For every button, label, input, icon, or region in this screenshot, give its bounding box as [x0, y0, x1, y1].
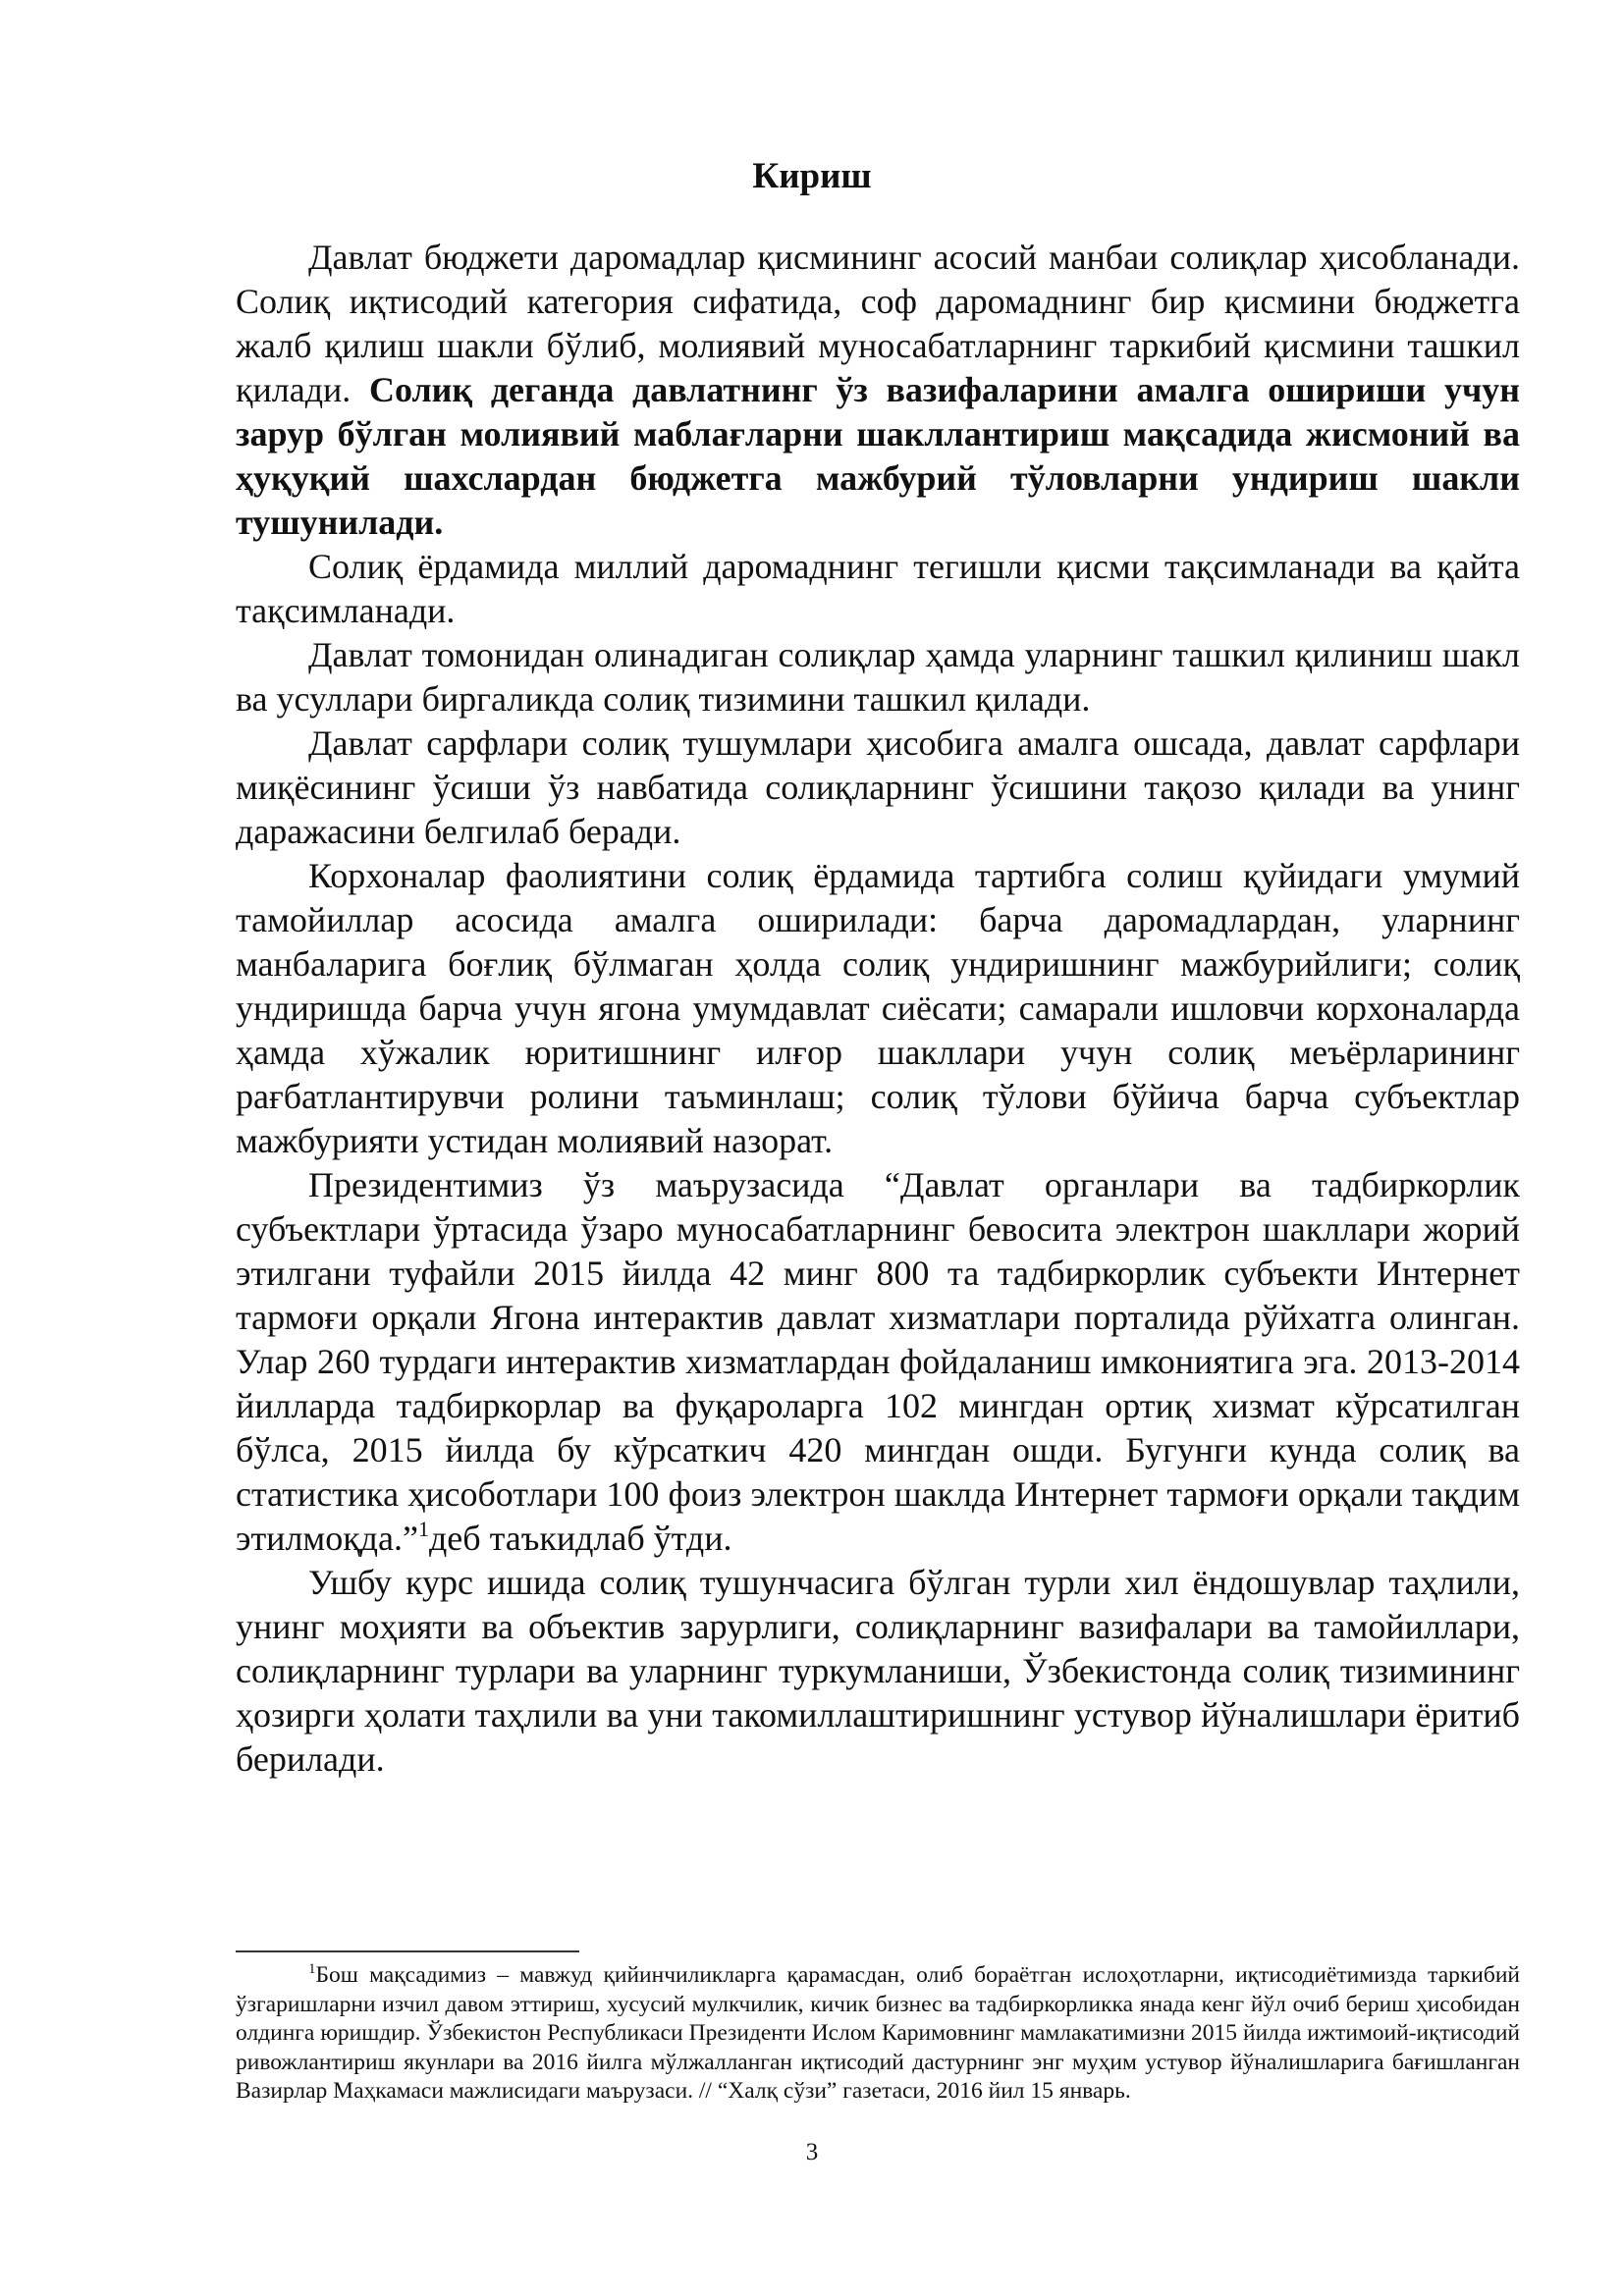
- footnote-text: Бош мақсадимиз – мавжуд қийинчиликларга қарамасдан, олиб бораётган ислоҳотларни, иқтисодиётимизда таркибий ўзгаришларни изчил давом эттириш, хусусий мулкчилик, кичик бизнес ва тадбиркорликка янада кенг йўл очиб бериш ҳисобидан олдинга юришдир. Ўзбекистон Республикаси Президенти Ислом Каримовнинг мамлакатимизни 2015 йилда ижтимоий-иқтисодий ривожлантириш якунлари ва 2016 йилга мўлжалланган иқтисодий дастурнинг энг муҳим устувор йўналишларига бағишланган Вазирлар Маҳкамаси мажлисидаги маърузаси. // “Халқ сўзи” газетаси, 2016 йил 15 январь.: [236, 1962, 1520, 2104]
- body-text: [236, 236, 1520, 1782]
- paragraph-3: Давлат томонидан олинадиган солиқлар ҳамда уларнинг ташкил қилиниш шакл ва усуллари биргаликда солиқ тизимини ташкил қилади.: [236, 635, 1520, 719]
- paragraph-2: Солиқ ёрдамида миллий даромаднинг тегишли қисми тақсимланади ва қайта тақсимланади.: [236, 547, 1520, 630]
- footnote-reference[interactable]: 1: [417, 1517, 429, 1541]
- paragraph-1: [236, 236, 1520, 545]
- paragraph-1-bold-definition: Солиқ деганда давлатнинг ўз вазифаларини амалга ошириши учун зарур бўлган молиявий маблағларни шакллантириш мақсадида жисмоний ва ҳуқуқий шахслардан бюджетга мажбурий тўловларни ундириш шакли тушунилади.: [236, 370, 1520, 542]
- page-number: 3: [805, 2139, 819, 2165]
- footnote-mark: 1: [308, 1961, 316, 1977]
- paragraph-6-tail: деб таъкидлаб ўтди.: [428, 1519, 732, 1558]
- footnote: [236, 1961, 1520, 2107]
- paragraph-7: Ушбу курс ишида солиқ тушунчасига бўлган турли хил ёндошувлар таҳлили, унинг моҳияти ва объектив зарурлиги, солиқларнинг вазифалари ва тамойиллари, солиқларнинг турлари ва уларнинг туркумланиши, Ўзбекистонда солиқ тизимининг ҳозирги ҳолати таҳлили ва уни такомиллаштиришнинг устувор йўналишлари ёритиб берилади.: [236, 1563, 1520, 1779]
- paragraph-6-quote: Президентимиз ўз маърузасида “Давлат органлари ва тадбиркорлик субъектлари ўртасида ўзаро муносабатларнинг бевосита электрон шакллари жорий этилгани туфайли 2015 йилда 42 минг 800 та тадбиркорлик субъекти Интернет тармоғи орқали Ягона интерактив давлат хизматлари порталида рўйхатга олинган. Улар 260 турдаги интерактив хизматлардан фойдаланиш имкониятига эга. 2013-2014 йилларда тадбиркорлар ва фуқароларга 102 мингдан ортиқ хизмат кўрсатилган бўлса, 2015 йилда бу кўрсаткич 420 мингдан ошди. Бугунги кунда солиқ ва статистика ҳисоботлари 100 фоиз электрон шаклда Интернет тармоғи орқали тақдим этилмоқда.”: [236, 1165, 1520, 1558]
- paragraph-5: Корхоналар фаолиятини солиқ ёрдамида тартибга солиш қуйидаги умумий тамойиллар асосида амалга оширилади: барча даромадлардан, уларнинг манбаларига боғлиқ бўлмаган ҳолда солиқ ундиришнинг мажбурийлиги; солиқ ундиришда барча учун ягона умумдавлат сиёсати; самарали ишловчи корхоналарда ҳамда хўжалик юритишнинг илғор шакллари учун солиқ меъёрларининг рағбатлантирувчи ролини таъминлаш; солиқ тўлови бўйича барча субъектлар мажбурияти устидан молиявий назорат.: [236, 856, 1520, 1160]
- section-title: Кириш: [752, 156, 872, 196]
- paragraph-4: Давлат сарфлари солиқ тушумлари ҳисобига амалга ошсада, давлат сарфлари миқёсининг ўсиши ўз навбатида солиқларнинг ўсишини тақозо қилади ва унинг даражасини белгилаб беради.: [236, 723, 1520, 851]
- paragraph-1-text: Давлат бюджети даромадлар қисмининг асосий манбаи солиқлар ҳисобланади. Солиқ иқтисодий категория сифатида, соф даромаднинг бир қисмини бюджетга жалб қилиш шакли бўлиб, молиявий муносабатларнинг таркибий қисмини ташкил қилади.: [236, 238, 1520, 409]
- paragraph-6: [236, 1163, 1520, 1561]
- footnote-paragraph: [236, 1961, 1520, 2107]
- footnote-separator: [236, 1950, 579, 1952]
